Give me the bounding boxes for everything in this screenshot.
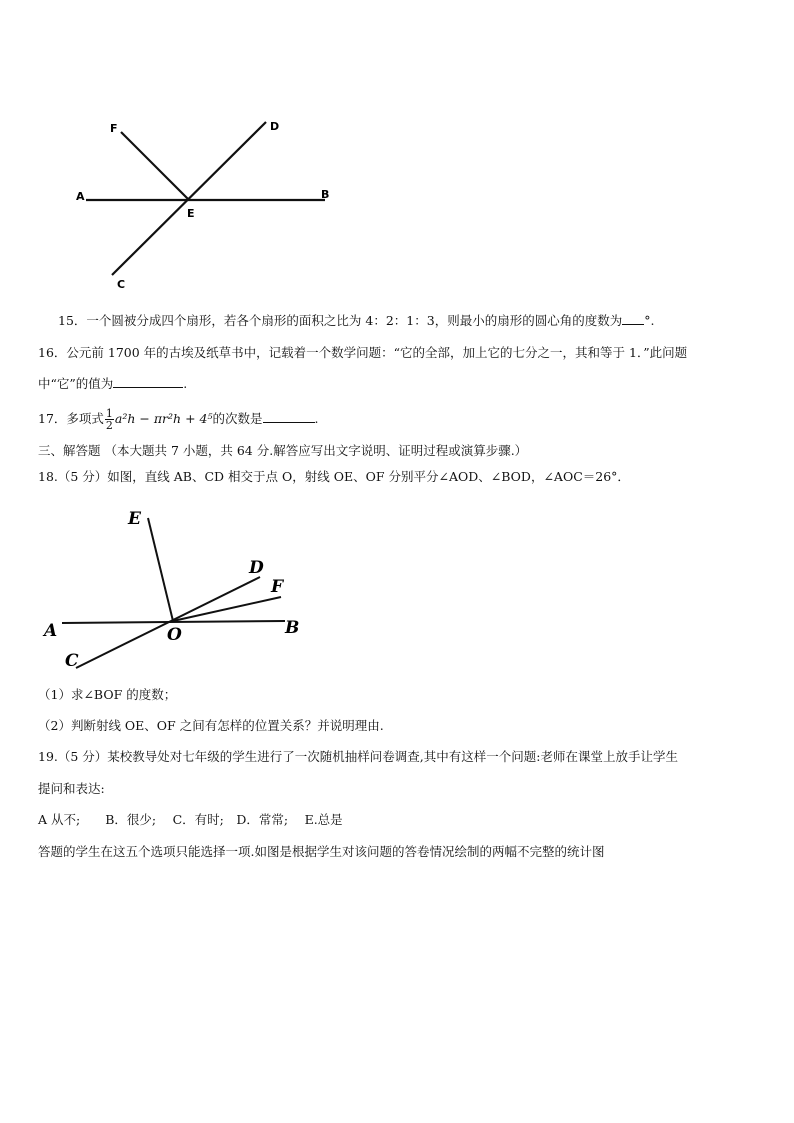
label-a: A	[76, 190, 85, 203]
figure-2-svg	[40, 505, 315, 675]
question-19-options: A 从不; B．很少; C．有时; D．常常; E.总是	[38, 812, 343, 827]
question-16-line-1: 16．公元前 1700 年的古埃及纸草书中，记载着一个数学问题：“它的全部，加上它的七分之一，其和等于 1．”此问题	[38, 345, 688, 360]
label-d: D	[270, 120, 280, 133]
label-a: A	[44, 621, 58, 641]
answer-blank-15	[622, 312, 644, 325]
question-17	[38, 405, 318, 433]
question-19-line-4: 答题的学生在这五个选项只能选择一项.如图是根据学生对该问题的答卷情况绘制的两幅不完整的统计图	[38, 844, 605, 859]
question-18-part-1: （1）求∠BOF 的度数；	[38, 687, 177, 702]
figure-2-angle-bisectors	[40, 505, 315, 675]
question-16-line-2	[38, 375, 187, 393]
label-f: F	[110, 122, 118, 135]
question-15-text: 15．一个圆被分成四个扇形，若各个扇形的面积之比为 4：2：1：3，则最小的扇形的圆心角的度数为	[58, 313, 623, 328]
label-b: B	[321, 188, 330, 201]
question-16-suffix: .	[183, 376, 188, 391]
figure-1-intersecting-lines	[70, 110, 340, 295]
question-18-part-2: （2）判断射线 OE、OF 之间有怎样的位置关系？并说明理由.	[38, 718, 384, 733]
label-e: E	[128, 509, 141, 529]
question-15	[58, 312, 654, 330]
label-c: C	[117, 278, 126, 291]
question-15-suffix: °.	[644, 313, 655, 328]
question-17-end: .	[314, 411, 319, 426]
figure-1-svg	[70, 110, 340, 295]
label-b: B	[285, 618, 300, 638]
label-e: E	[187, 207, 195, 220]
question-17-prefix: 17．多项式	[38, 411, 104, 426]
question-17-suffix: 的次数是	[212, 411, 263, 426]
answer-blank-16	[113, 375, 183, 388]
question-18: 18.（5 分）如图，直线 AB、CD 相交于点 O，射线 OE、OF 分别平分∠AOD、∠BOD，∠AOC＝26°．	[38, 469, 630, 484]
question-19-line-2: 提问和表达:	[38, 781, 105, 796]
answer-blank-17	[263, 410, 315, 423]
ray-ef	[121, 132, 189, 200]
fraction-denominator: 2	[105, 419, 113, 432]
label-f: F	[271, 577, 284, 597]
question-16-text: 中“它”的值为	[38, 376, 114, 391]
fraction-numerator: 1	[105, 407, 113, 420]
label-c: C	[65, 651, 79, 671]
ray-oe	[148, 518, 173, 621]
polynomial-expression: a²h − πr²h + 4⁵	[114, 411, 213, 426]
section-three-heading: 三、解答题 （本大题共 7 小题，共 64 分.解答应写出文字说明、证明过程或演算步骤.）	[38, 443, 528, 458]
fraction-one-half	[105, 408, 114, 431]
label-d: D	[249, 558, 264, 578]
label-o: O	[167, 625, 182, 645]
ray-of	[173, 597, 281, 621]
question-19-line-1: 19.（5 分）某校教导处对七年级的学生进行了一次随机抽样问卷调查,其中有这样一个问题:老师在课堂上放手让学生	[38, 749, 678, 764]
